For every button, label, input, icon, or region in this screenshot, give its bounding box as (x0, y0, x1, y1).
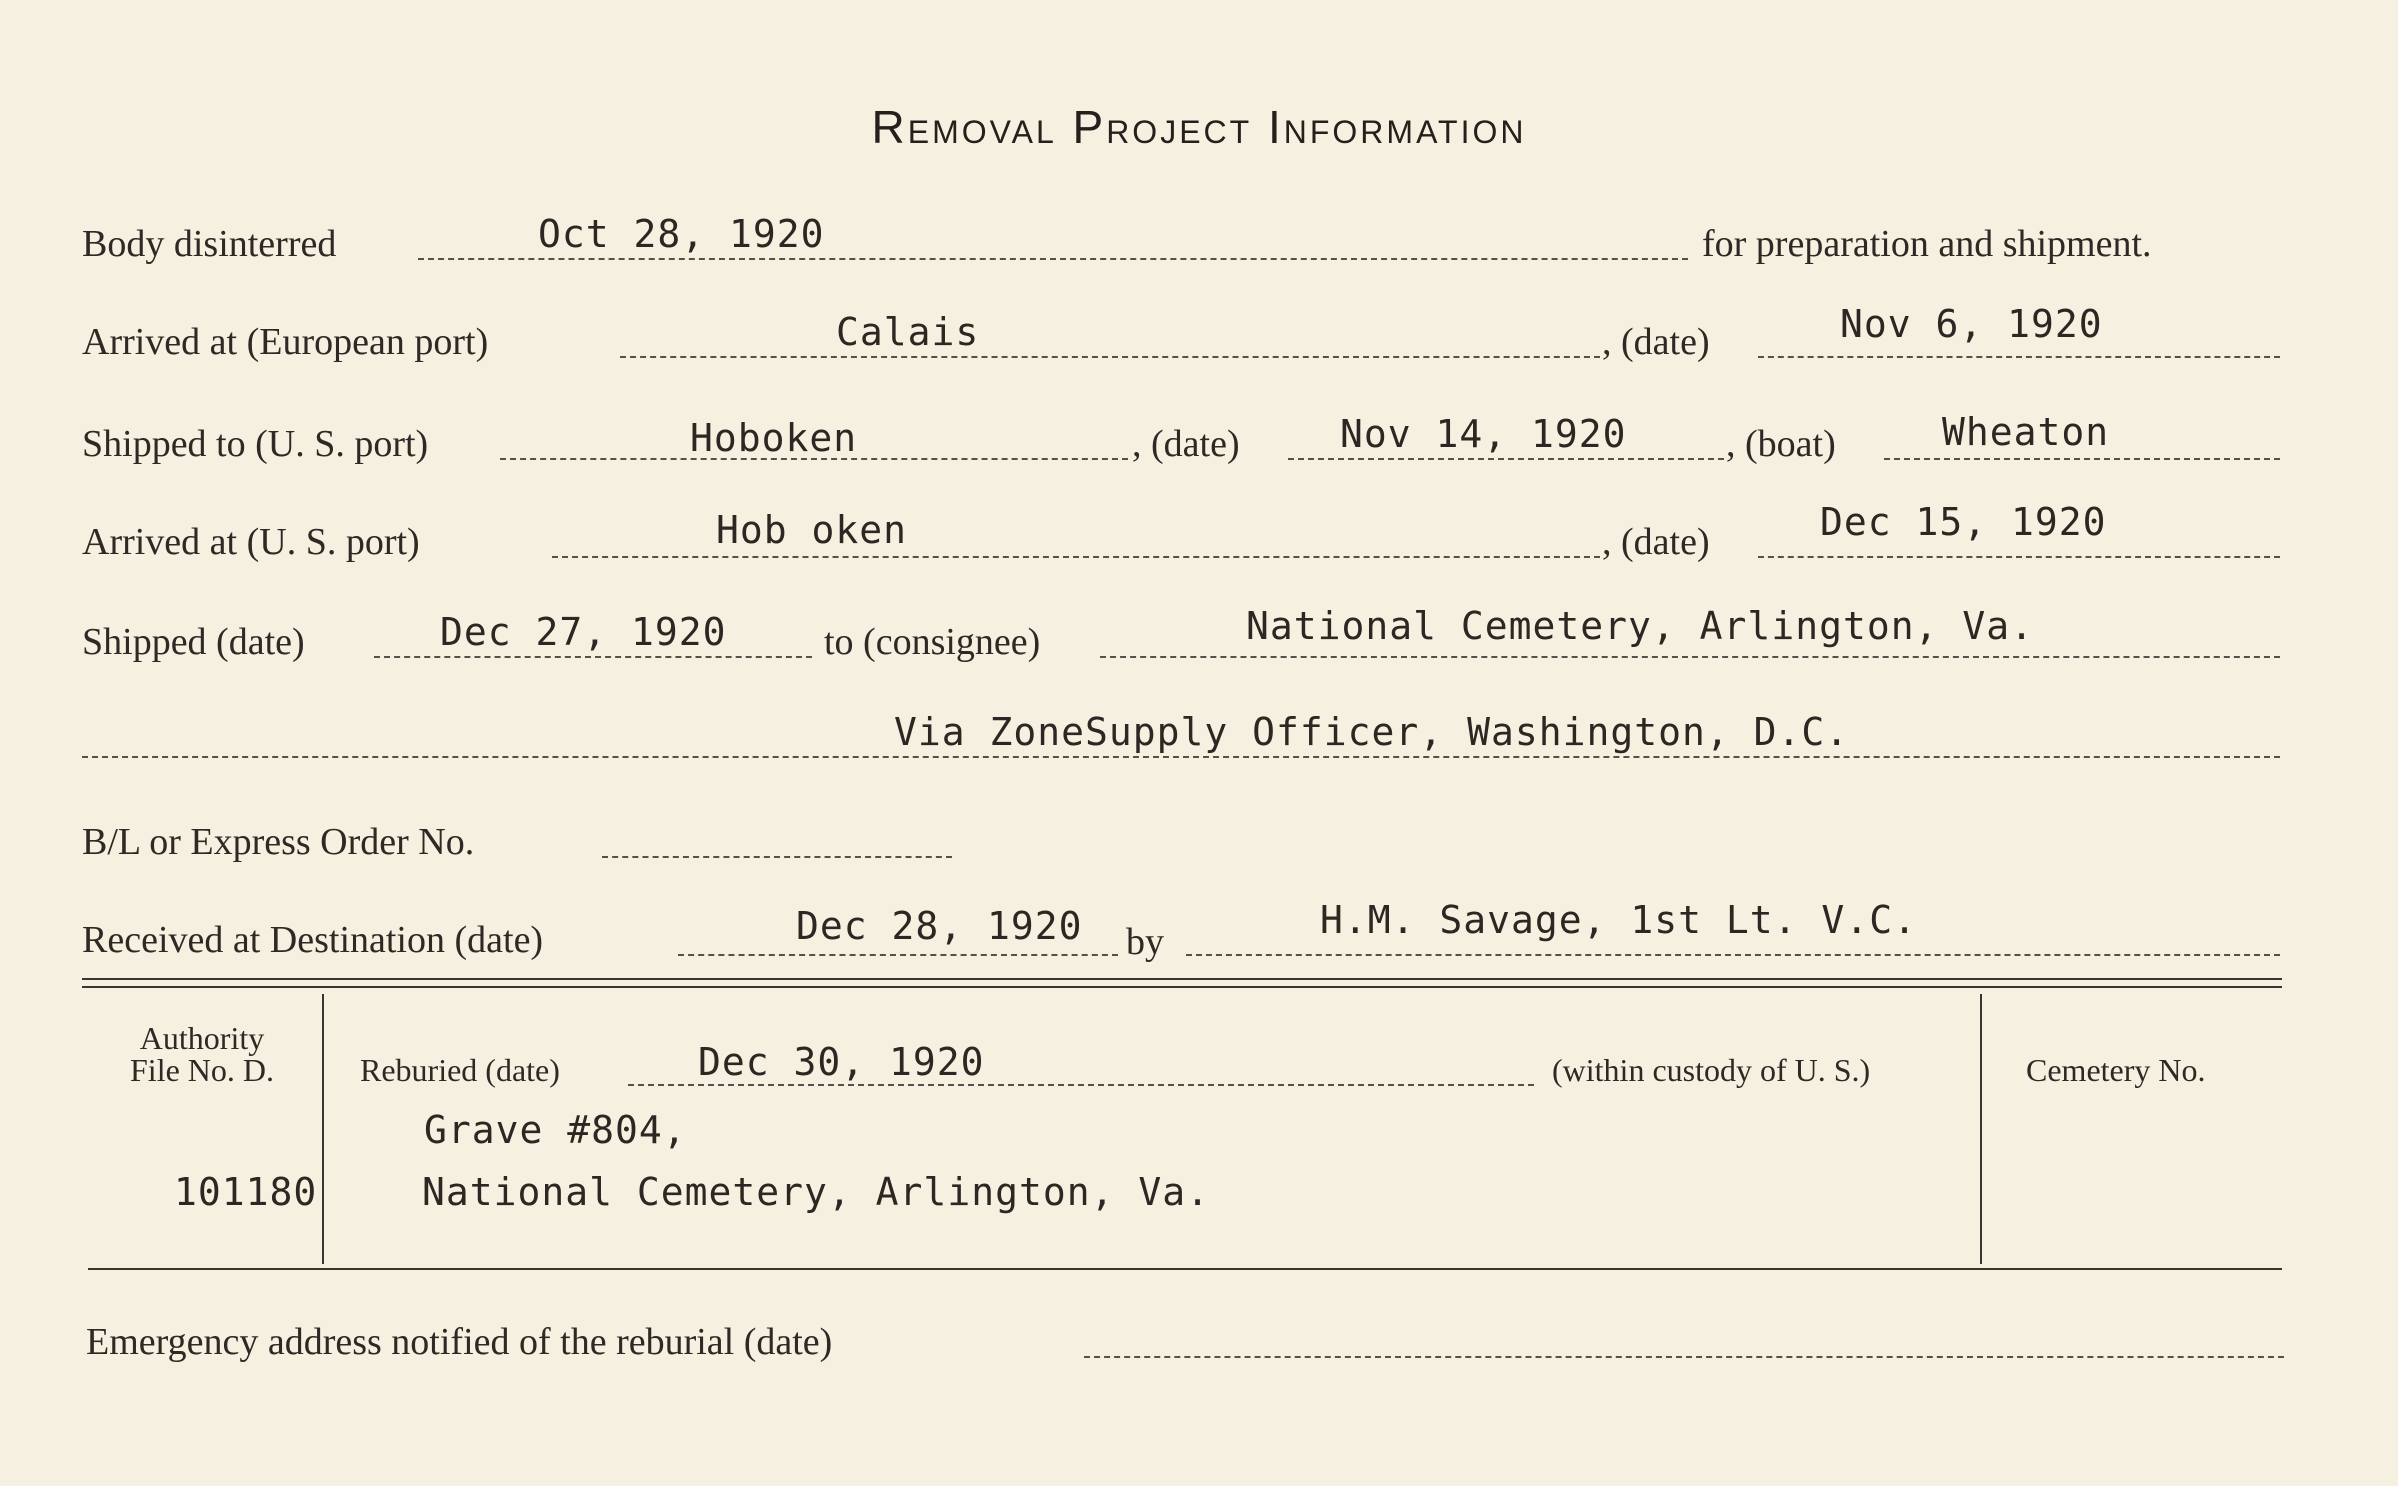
shipped-to-date-line (1288, 458, 1724, 460)
arrived-european-port-label: Arrived at (European port) (82, 321, 489, 363)
body-disinterred-value: Oct 28, 1920 (538, 212, 825, 256)
box-right-divider (1980, 994, 1982, 1264)
box-left-divider (322, 994, 324, 1264)
received-by-line (1186, 954, 2280, 956)
within-custody-label: (within custody of U. S.) (1552, 1052, 1871, 1088)
european-port-line (620, 356, 1600, 358)
emergency-address-label: Emergency address notified of the reburial (date) (86, 1321, 833, 1363)
emergency-date-line (1084, 1356, 2284, 1358)
received-by-value: H.M. Savage, 1st Lt. V.C. (1320, 898, 1917, 942)
box-bottom-rule (88, 1268, 2282, 1270)
cemetery-no-label: Cemetery No. (2026, 1052, 2206, 1088)
boat-label: , (boat) (1726, 423, 1836, 465)
reburied-line (628, 1084, 1534, 1086)
us-port-arrived-value: Hob oken (716, 508, 908, 552)
shipped-date-label-2: , (date) (1132, 423, 1240, 465)
received-date-line (678, 954, 1118, 956)
european-date-label: , (date) (1602, 321, 1710, 363)
us-port-shipped-value: Hoboken (690, 416, 858, 460)
shipped-date-value: Dec 27, 1920 (440, 610, 727, 654)
european-arrival-date-value: Nov 6, 1920 (1840, 302, 2103, 346)
grave-line-2: National Cemetery, Arlington, Va. (422, 1170, 1210, 1214)
shipped-date-label: Shipped (date) (82, 621, 305, 663)
grave-line-1: Grave #804, (424, 1108, 687, 1152)
body-disinterred-label: Body disinterred (82, 223, 337, 265)
arrived-us-port-label: Arrived at (U. S. port) (82, 521, 420, 563)
us-arrival-date-line (1758, 556, 2280, 558)
received-date-value: Dec 28, 1920 (796, 904, 1083, 948)
us-arrival-date-label: , (date) (1602, 521, 1710, 563)
us-port-arrived-line (552, 556, 1600, 558)
boat-line (1884, 458, 2280, 460)
for-preparation-label: for preparation and shipment. (1702, 223, 2152, 265)
bl-express-order-line (602, 856, 952, 858)
shipped-to-date-value: Nov 14, 1920 (1340, 412, 1627, 456)
authority-file-no-value: 101180 (174, 1170, 318, 1214)
shipped-date-line (374, 656, 812, 658)
boat-value: Wheaton (1942, 410, 2110, 454)
file-no-label: File No. D. (130, 1052, 274, 1088)
consignee-continuation-line (82, 756, 2280, 758)
form-title: Removal Project Information (871, 101, 1527, 153)
received-destination-label: Received at Destination (date) (82, 919, 544, 961)
received-by-label: by (1126, 921, 1164, 963)
box-top-rule (82, 978, 2282, 980)
us-arrival-date-value: Dec 15, 1920 (1820, 500, 2107, 544)
european-port-value: Calais (836, 310, 980, 354)
shipped-to-us-port-label: Shipped to (U. S. port) (82, 423, 429, 465)
bl-express-order-label: B/L or Express Order No. (82, 821, 475, 863)
authority-label: Authority (139, 1020, 265, 1056)
consignee-value: National Cemetery, Arlington, Va. (1246, 604, 2034, 648)
european-date-line (1758, 356, 2280, 358)
reburied-label: Reburied (date) (360, 1052, 560, 1088)
reburied-date-value: Dec 30, 1920 (698, 1040, 985, 1084)
consignee-label: to (consignee) (824, 621, 1041, 663)
consignee-line (1100, 656, 2280, 658)
body-disinterred-line (418, 258, 1688, 260)
consignee-via-value: Via ZoneSupply Officer, Washington, D.C. (894, 710, 1850, 754)
box-top-rule-inner (82, 986, 2282, 988)
